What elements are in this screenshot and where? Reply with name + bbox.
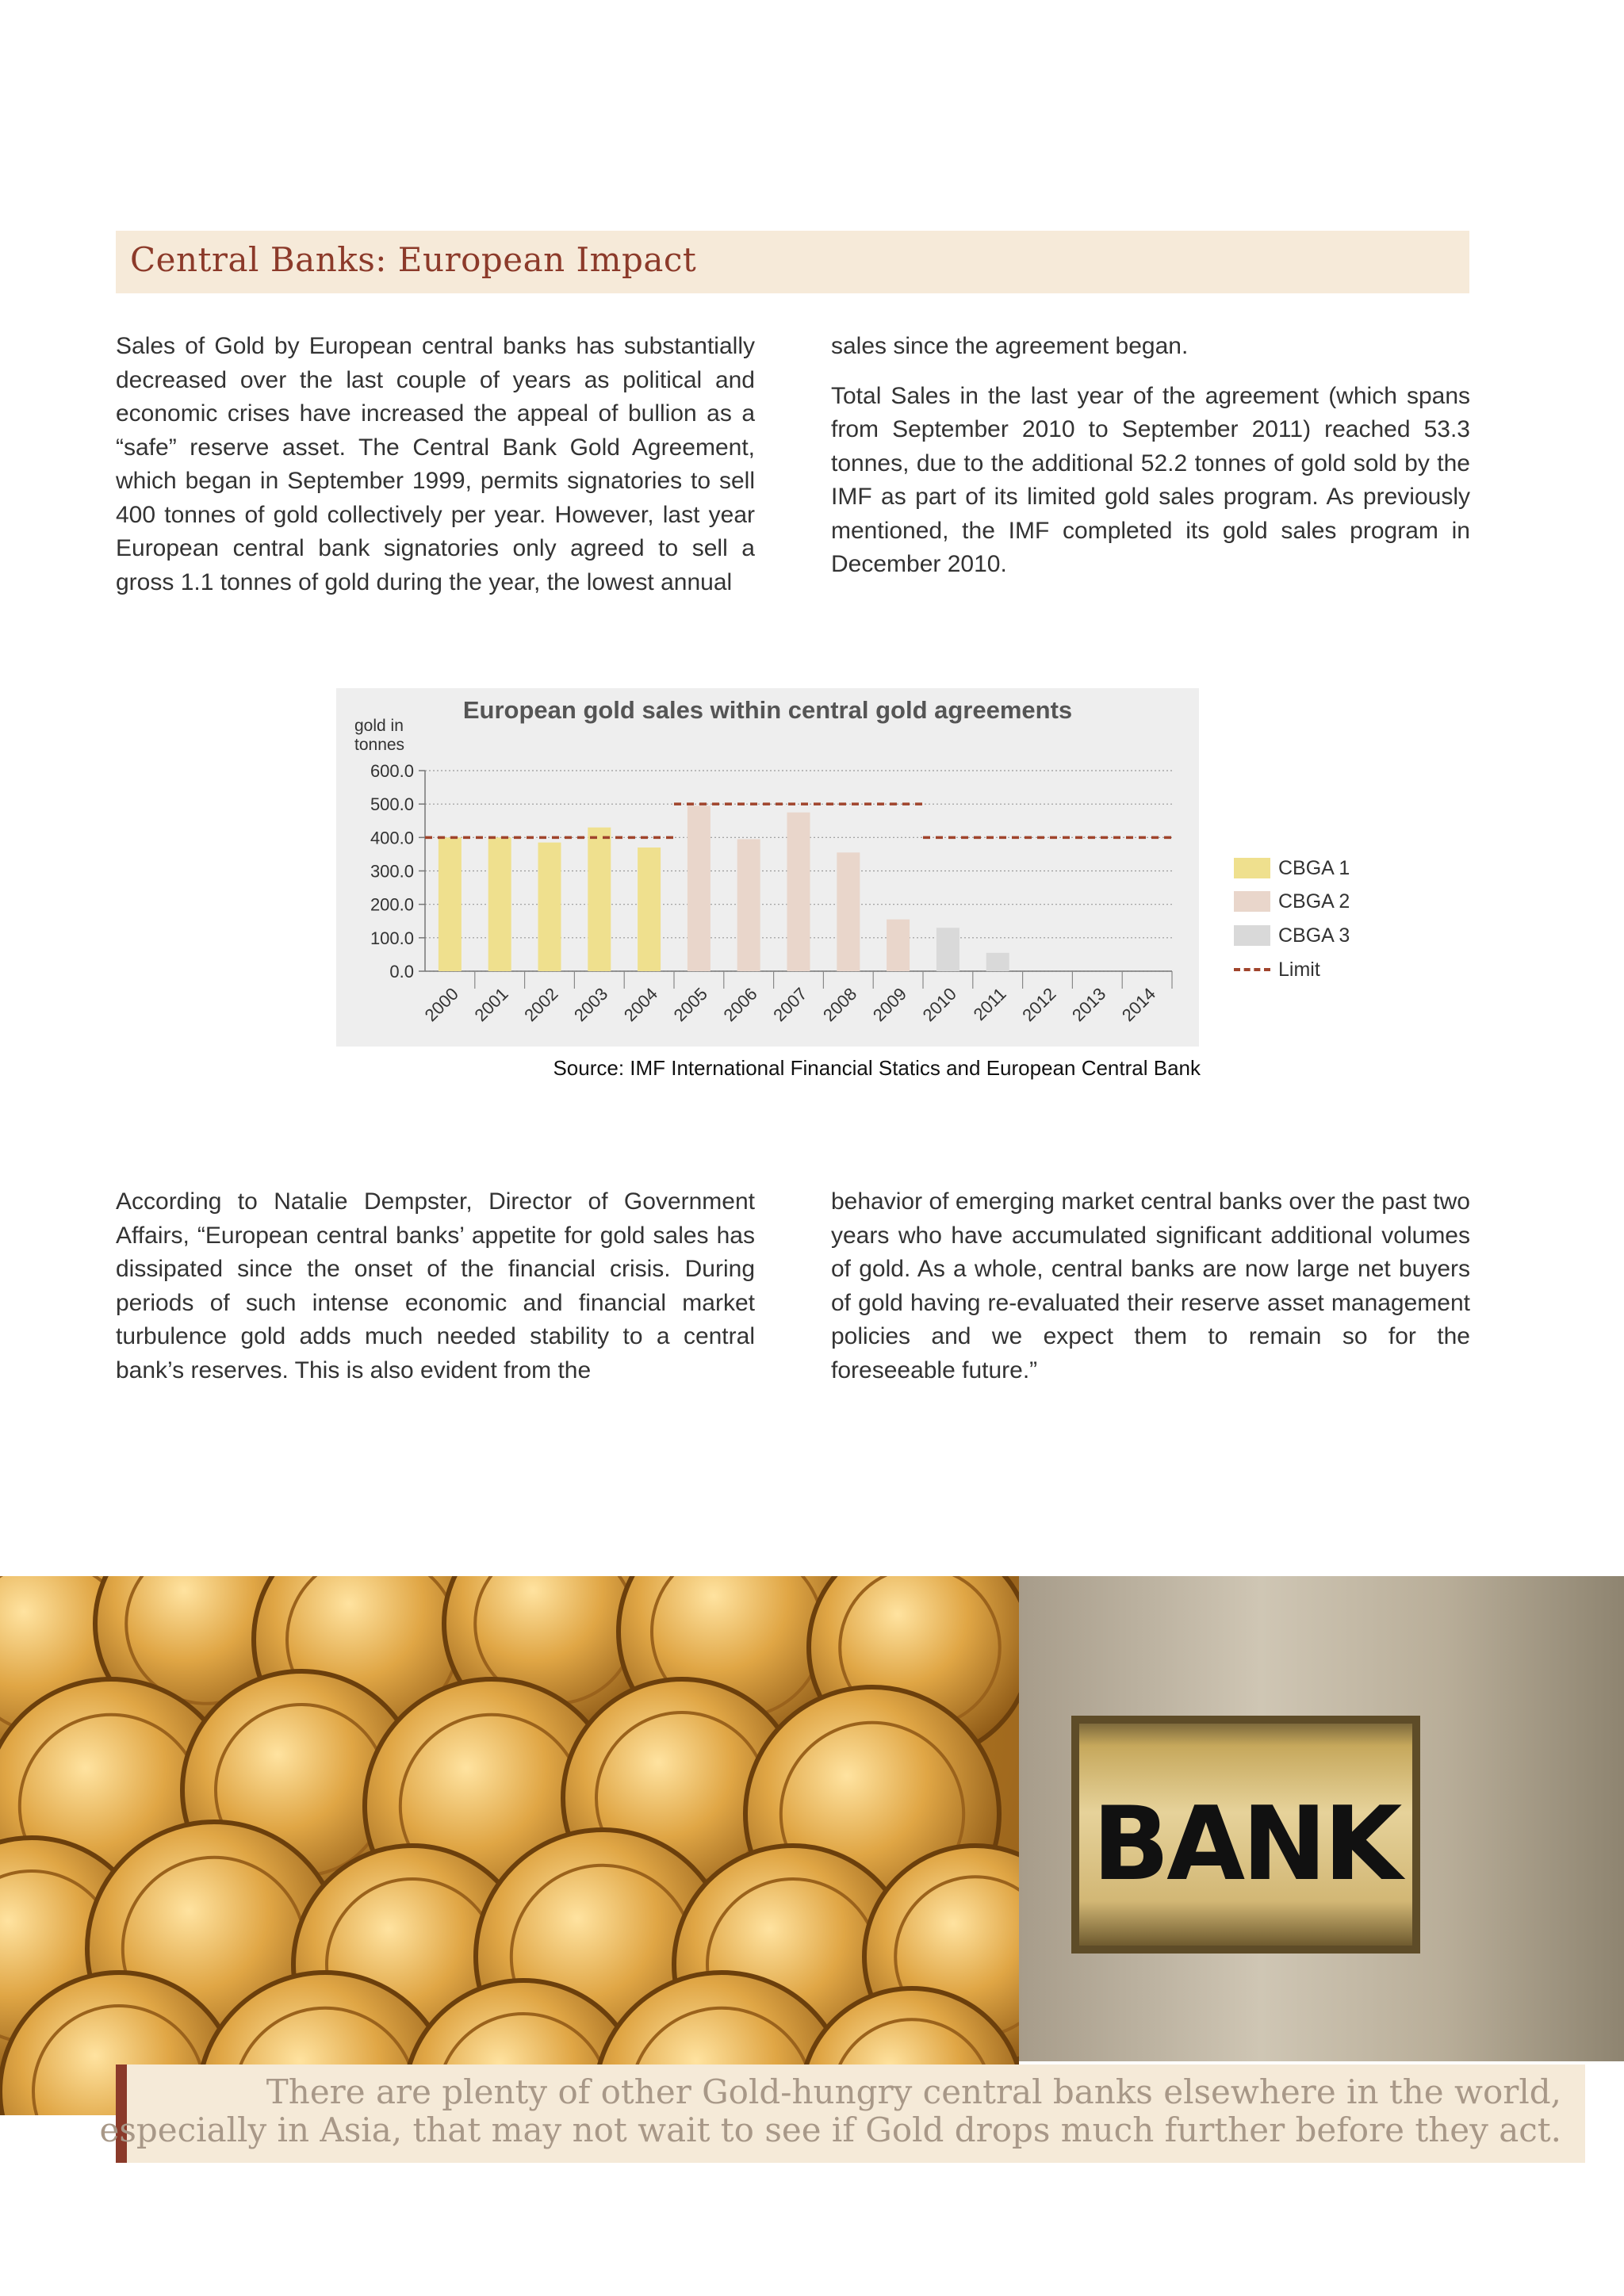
y-tick-label: 300.0: [370, 861, 414, 882]
chart-panel: [336, 688, 1199, 1047]
y-axis-label: gold in tonnes: [354, 717, 405, 754]
chart-title: European gold sales within central gold agreements: [462, 696, 1073, 724]
y-tick-label: 100.0: [370, 928, 414, 948]
article-bottom-column-2: [831, 1185, 1470, 1403]
pull-quote-line-1: There are plenty of other Gold-hungry central banks elsewhere in the world,: [266, 2072, 1561, 2111]
bar-chart: [336, 688, 1199, 1047]
legend-swatch: [1234, 925, 1270, 946]
x-tick-label: 2003: [570, 983, 612, 1026]
y-tick-label: 500.0: [370, 794, 414, 815]
pull-quote: [99, 2064, 1585, 2163]
article-top-column-2: [831, 330, 1470, 598]
section-header: [116, 231, 1469, 293]
x-tick-label: 2004: [619, 983, 662, 1026]
x-tick-label: 2007: [769, 983, 811, 1026]
x-tick-label: 2002: [520, 983, 562, 1026]
bar-cbga-2: [737, 839, 760, 971]
legend-dash: [1234, 968, 1270, 971]
bar-cbga-1: [588, 828, 611, 971]
x-tick-label: 2009: [868, 983, 911, 1026]
y-tick-label: 600.0: [370, 761, 414, 781]
coins-illustration: [0, 1576, 1019, 2115]
legend-label: CBGA 2: [1278, 890, 1350, 913]
article-top-column-1: [116, 330, 755, 615]
bank-sign-text: BANK: [1092, 1785, 1400, 1904]
gold-coins-photo: [0, 1576, 1019, 2115]
x-tick-label: 2005: [669, 983, 711, 1026]
legend-label: CBGA 1: [1278, 857, 1350, 879]
y-tick-label: 0.0: [389, 962, 414, 982]
bar-cbga-2: [787, 813, 810, 971]
chart-source: Source: IMF International Financial Statics and European Central Bank: [553, 1056, 1201, 1080]
x-tick-label: 2012: [1018, 983, 1060, 1026]
bar-cbga-2: [887, 920, 910, 971]
x-tick-label: 2001: [470, 983, 512, 1026]
photo-band: [0, 1576, 1624, 2115]
x-tick-label: 2010: [918, 983, 960, 1026]
x-tick-label: 2014: [1117, 983, 1160, 1026]
legend-label: Limit: [1278, 959, 1320, 981]
y-tick-label: 400.0: [370, 828, 414, 848]
section-title: Central Banks: European Impact: [130, 240, 697, 279]
bar-cbga-1: [538, 843, 561, 971]
paragraph: Sales of Gold by European central banks has substantially decreased over the last couple of years as political and economic crises have increased the appeal of bullion as a “safe” reserve asset. The Central Bank Gold Agreement, which began in September 1999, permits signatories to sell 400 tonnes of gold collectively per year. However, last year European central bank signatories only agreed to sell a gross 1.1 tonnes of gold during the year, the lowest annual: [116, 333, 755, 595]
legend-label: CBGA 3: [1278, 924, 1350, 947]
legend-swatch: [1234, 858, 1270, 878]
pull-quote-line-2: especially in Asia, that may not wait to see if Gold drops much further before they act.: [99, 2110, 1561, 2149]
bank-plate: [1071, 1716, 1420, 1954]
bar-cbga-2: [688, 806, 710, 971]
x-tick-label: 2000: [420, 983, 462, 1026]
paragraph: behavior of emerging market central banks over the past two years who have accumulated significant additional volumes of gold. As a whole, central banks are now large net buyers of gold having re-evaluated their reserve asset management policies and we expect them to remain so for the foreseeable future.”: [831, 1188, 1470, 1383]
bar-cbga-3: [986, 953, 1009, 971]
paragraph: sales since the agreement began.: [831, 333, 1189, 359]
article-bottom-column-1: [116, 1185, 755, 1403]
bar-cbga-1: [439, 837, 462, 971]
bar-cbga-2: [837, 852, 860, 971]
x-tick-label: 2008: [819, 983, 861, 1026]
x-tick-label: 2013: [1068, 983, 1110, 1026]
bar-cbga-3: [936, 928, 959, 971]
legend-swatch: [1234, 891, 1270, 912]
y-tick-label: 200.0: [370, 894, 414, 915]
bank-sign-photo: [1019, 1576, 1624, 2061]
bar-cbga-1: [488, 837, 511, 971]
x-tick-label: 2011: [969, 983, 1010, 1024]
bar-cbga-1: [638, 848, 661, 971]
paragraph: Total Sales in the last year of the agreement (which spans from September 2010 to September 2011) reached 53.3 tonnes, due to the additional 52.2 tonnes of gold sold by the IMF as part of its limited gold sales program. As previously mentioned, the IMF completed its gold sales program in December 2010.: [831, 382, 1470, 577]
x-tick-label: 2006: [719, 983, 761, 1026]
paragraph: According to Natalie Dempster, Director of Government Affairs, “European central banks’ appetite for gold sales has dissipated since the onset of the financial crisis. During periods of such intense economic and financial market turbulence gold adds much needed stability to a central bank’s reserves. This is also evident from the: [116, 1188, 755, 1383]
